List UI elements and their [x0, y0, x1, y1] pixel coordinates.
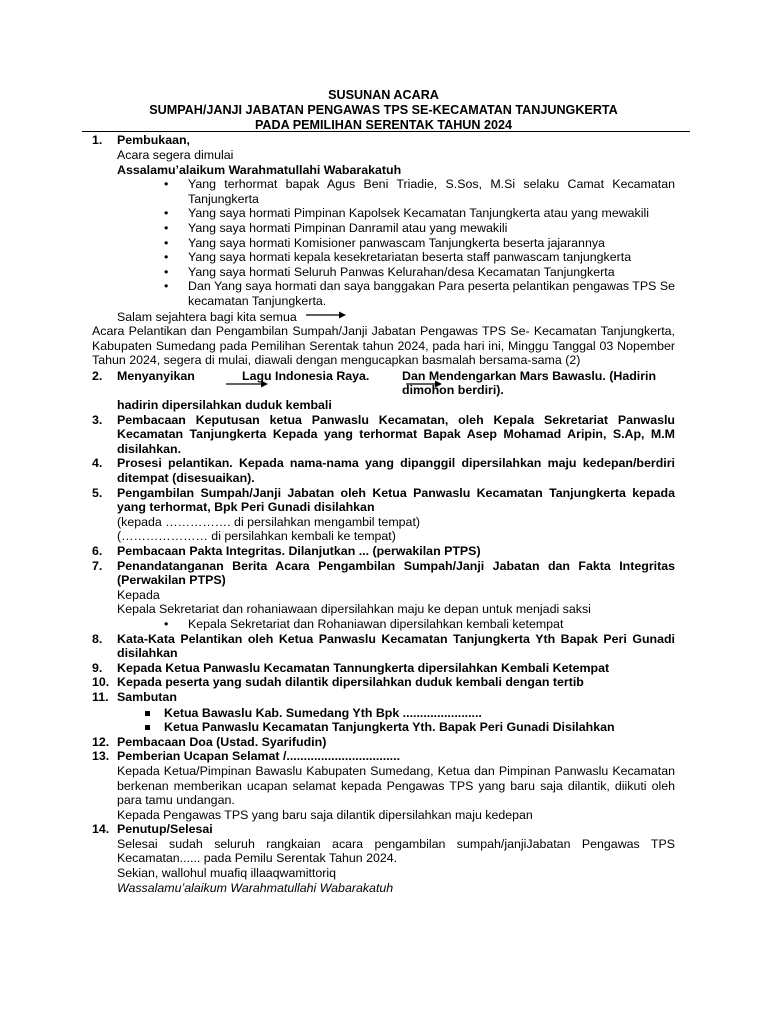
item-number: 11. — [92, 689, 109, 704]
witness-list — [117, 617, 675, 632]
item-text: Sambutan — [117, 689, 177, 704]
item-text: Selesai sudah seluruh rangkaian acara pengambilan sumpah/janjiJabatan Pengawas TPS Kecamatan...... pada Pemilu Serentak Tahun 2024. — [117, 836, 675, 866]
item-text: Pembacaan Keputusan ketua Panwaslu Kecamatan, oleh Kepala Sekretariat Panwaslu Kecamatan Tanjungkerta Kepada yang terhormat Bapak Asep Mohamad Aripin, S.Ap, M.M disilahkan. — [117, 412, 675, 456]
item-text: Penandatanganan Berita Acara Pengambilan Sumpah/Janji Jabatan dan Fakta Integritas (Perwakilan PTPS) — [117, 558, 675, 588]
list-item: Ketua Panwaslu Kecamatan Tanjungkerta Yth. Bapak Peri Gunadi Disilahkan — [145, 720, 675, 735]
item-text: Kepada Ketua/Pimpinan Bawaslu Kabupaten Sumedang, Ketua dan Pimpinan Panwaslu Kecamatan berkenan memberikan ucapan selamat kepada Pengawas TPS yang baru saja dilantik, diikuti oleh para tamu undangan. — [117, 763, 675, 808]
document-page — [92, 88, 675, 895]
item-number: 1. — [92, 133, 103, 148]
item-text: Kepada Ketua Panwaslu Kecamatan Tannungkerta dipersilahkan Kembali Ketempat — [117, 660, 610, 675]
agenda-item-10 — [92, 675, 675, 690]
agenda-item-14 — [92, 822, 675, 895]
speech-list — [117, 706, 675, 735]
agenda-item-3 — [92, 413, 675, 457]
item-number: 12. — [92, 734, 110, 749]
item-text: Lagu Indonesia Raya. — [242, 368, 370, 383]
list-item: • Yang saya hormati Seluruh Panwas Kelurahan/desa Kecamatan Tanjungkerta — [162, 265, 675, 280]
list-item: • Dan Yang saya hormati dan saya banggakan Para peserta pelantikan pengawas TPS Se kecamatan Tanjungkerta. — [162, 279, 675, 308]
item-text: Kata-Kata Pelantikan oleh Ketua Panwaslu Kecamatan Tanjungkerta Yth Bapak Peri Gunadi disilahkan — [117, 631, 675, 661]
item-text: Kepala Sekretariat dan rohaniawaan dipersilahkan maju ke depan untuk menjadi saksi — [117, 602, 591, 617]
item-text: Sekian, wallohul muafiq illaaqwamittoriq — [117, 866, 337, 881]
item-number: 9. — [92, 660, 103, 675]
greeting-text: Assalamu’alaikum Warahmatullahi Wabarakatuh — [117, 162, 402, 177]
item-text: (………………… di persilahkan kembali ke tempat) — [117, 529, 396, 544]
item-text: Menyanyikan — [117, 368, 195, 383]
item-text: Pembacaan Doa (Ustad. Syarifudin) — [117, 734, 327, 749]
agenda-item-5 — [92, 486, 675, 544]
item-text: Kepada Pengawas TPS yang baru saja dilantik dipersilahkan maju kedepan — [117, 807, 533, 822]
honorific-list — [117, 177, 675, 308]
list-item: • Yang saya hormati Komisioner panwascam Tanjungkerta beserta jajarannya — [162, 236, 675, 251]
list-item: • Yang terhormat bapak Agus Beni Triadie, S.Sos, M.Si selaku Camat Kecamatan Tanjungkerta — [162, 177, 675, 206]
item-number: 3. — [92, 412, 103, 427]
salam-text: Salam sejahtera bagi kita semua — [117, 309, 297, 324]
list-item: • Yang saya hormati kepala kesekretariatan beserta staff panwascam tanjungkerta — [162, 250, 675, 265]
agenda-item-1 — [92, 133, 675, 368]
list-item: • Yang saya hormati Pimpinan Danramil atau yang mewakili — [162, 221, 675, 236]
item-number: 14. — [92, 822, 110, 837]
item-number: 7. — [92, 558, 103, 573]
item-number: 6. — [92, 544, 103, 559]
agenda-item-8 — [92, 632, 675, 661]
item-text: (kepada ……………. di persilahkan mengambil tempat) — [117, 514, 421, 529]
document-subtitle-2: PADA PEMILIHAN SERENTAK TAHUN 2024 — [254, 117, 513, 132]
item-number: 5. — [92, 485, 103, 500]
item-text: Penutup/Selesai — [117, 822, 213, 837]
list-item: Ketua Bawaslu Kab. Sumedang Yth Bpk ....................... — [145, 706, 675, 721]
closing-greeting: Wassalamu’alaikum Warahmatullahi Wabarakatuh — [117, 880, 394, 895]
opening-paragraph: Acara Pelantikan dan Pengambilan Sumpah/Janji Jabatan Pengawas TPS Se- Kecamatan Tanjungkerta, Kabupaten Sumedang pada Pemilihan Serentak tahun 2024, pada hari ini, Minggu Tanggal 03 Nopember Tahun 2024, segera di mulai, diawali dengan mengucapkan basmalah bersama-sama (2) — [92, 324, 675, 368]
item-text: Pembacaan Pakta Integritas. Dilanjutkan ... (perwakilan PTPS) — [117, 544, 481, 559]
agenda-item-12 — [92, 735, 675, 750]
list-item: • Kepala Sekretariat dan Rohaniawan dipersilahkan kembali ketempat — [162, 617, 675, 632]
item-number: 2. — [92, 368, 103, 383]
item-text: hadirin dipersilahkan duduk kembali — [117, 398, 332, 413]
agenda-item-9 — [92, 661, 675, 676]
item-number: 4. — [92, 456, 103, 471]
item-number: 10. — [92, 675, 110, 690]
agenda-item-11 — [92, 690, 675, 735]
item-number: 8. — [92, 631, 103, 646]
item-text: Kepada peserta yang sudah dilantik dipersilahkan duduk kembali dengan tertib — [117, 675, 584, 690]
agenda-item-7 — [92, 559, 675, 632]
item-title: Pembukaan, — [117, 133, 190, 148]
item-text: Dan Mendengarkan Mars Bawaslu. (Hadirin dimohon berdiri). — [402, 368, 657, 398]
document-subtitle: SUMPAH/JANJI JABATAN PENGAWAS TPS SE-KECAMATAN TANJUNGKERTA — [149, 102, 618, 117]
item-text: Prosesi pelantikan. Kepada nama-nama yang dipanggil dipersilahkan maju kedepan/berdiri ditempat (disesuaikan). — [117, 456, 675, 486]
agenda-item-13 — [92, 749, 675, 822]
item-text: Pemberian Ucapan Selamat /................................. — [117, 749, 401, 764]
document-title: SUSUNAN ACARA — [328, 88, 439, 102]
list-item: • Yang saya hormati Pimpinan Kapolsek Kecamatan Tanjungkerta atau yang mewakili — [162, 206, 675, 221]
agenda-item-6 — [92, 544, 675, 559]
item-text: Acara segera dimulai — [117, 147, 234, 162]
agenda-item-4 — [92, 456, 675, 485]
item-text: Kepada — [117, 587, 160, 602]
item-text: Pengambilan Sumpah/Janji Jabatan oleh Ketua Panwaslu Kecamatan Tanjungkerta kepada yang terhormat, Bpk Peri Gunadi disilahkan — [117, 485, 675, 515]
item-number: 13. — [92, 749, 110, 764]
agenda-item-2 — [92, 369, 675, 413]
